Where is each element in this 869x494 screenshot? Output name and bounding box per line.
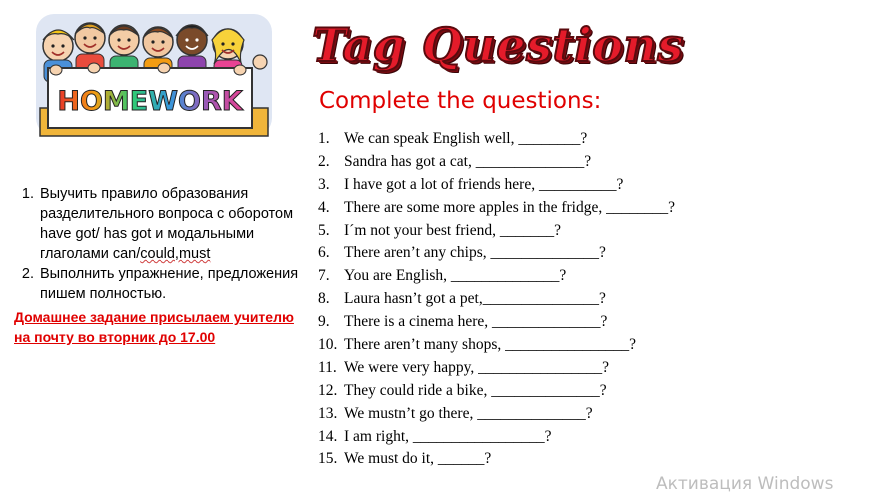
question-item bbox=[318, 426, 738, 449]
question-text: We can speak English well, ________? bbox=[344, 130, 588, 147]
question-text: There aren’t any chips, ______________? bbox=[344, 244, 606, 262]
question-text: Laura hasn’t got a pet,_______________? bbox=[344, 290, 606, 308]
question-item bbox=[318, 242, 738, 265]
question-text: They could ride a bike, ______________? bbox=[344, 381, 607, 399]
instruction-1-spellcheck-word: could,must bbox=[140, 246, 211, 262]
question-item bbox=[318, 265, 738, 288]
question-item bbox=[318, 448, 738, 471]
question-item bbox=[318, 220, 738, 243]
instruction-1-text: Выучить правило образования разделительного вопроса с оборотом have got/ has got и модальными глаголами can/ bbox=[40, 186, 294, 262]
question-item bbox=[318, 174, 738, 197]
question-item bbox=[318, 334, 738, 357]
question-number: 2. bbox=[318, 152, 330, 170]
question-number: 7. bbox=[318, 267, 330, 285]
question-text: You are English, ______________? bbox=[344, 267, 567, 285]
questions-list bbox=[318, 128, 738, 471]
homework-instructions bbox=[14, 184, 299, 347]
instruction-item-2 bbox=[38, 264, 299, 304]
question-number: 8. bbox=[318, 290, 330, 308]
question-text: Sandra has got a cat, ______________? bbox=[344, 152, 592, 170]
question-number: 12. bbox=[318, 381, 338, 399]
homework-clipart bbox=[34, 10, 274, 150]
worksheet-title: Tag Questions bbox=[312, 18, 684, 72]
question-number: 6. bbox=[318, 244, 330, 262]
question-number: 11. bbox=[318, 358, 337, 376]
homework-banner-text: HOMEWORK bbox=[57, 86, 243, 117]
question-number: 15. bbox=[318, 450, 338, 468]
question-number: 13. bbox=[318, 404, 338, 422]
instruction-item-1 bbox=[38, 184, 299, 264]
question-number: 5. bbox=[318, 221, 330, 239]
question-text: I´m not your best friend, _______? bbox=[344, 221, 561, 239]
instructions-list bbox=[14, 184, 299, 304]
question-text: I am right, _________________? bbox=[344, 427, 552, 445]
question-text: We mustn’t go there, ______________? bbox=[344, 404, 593, 422]
windows-activation-watermark: Активация Windows bbox=[656, 474, 834, 494]
question-text: There are some more apples in the fridge, ________? bbox=[344, 198, 675, 216]
question-item bbox=[318, 288, 738, 311]
question-number: 4. bbox=[318, 198, 330, 216]
question-number: 10. bbox=[318, 336, 338, 354]
question-number: 9. bbox=[318, 313, 330, 331]
instruction-2-text: Выполнить упражнение, предложения пишем полностью. bbox=[40, 266, 299, 302]
question-text: There aren’t many shops, ________________? bbox=[344, 336, 637, 354]
question-item bbox=[318, 357, 738, 380]
question-number: 14. bbox=[318, 427, 338, 445]
question-item bbox=[318, 151, 738, 174]
worksheet-subtitle: Complete the questions: bbox=[319, 88, 602, 114]
question-item bbox=[318, 128, 738, 151]
question-item bbox=[318, 311, 738, 334]
question-text: I have got a lot of friends here, __________? bbox=[344, 175, 624, 193]
question-number: 3. bbox=[318, 175, 330, 193]
question-item bbox=[318, 197, 738, 220]
question-item bbox=[318, 380, 738, 403]
question-text: We must do it, ______? bbox=[344, 450, 492, 468]
question-number: 1. bbox=[318, 130, 330, 147]
question-text: We were very happy, ________________? bbox=[344, 358, 610, 376]
homework-deadline-note: Домашнее задание присылаем учителю на почту во вторник до 17.00 bbox=[14, 309, 294, 345]
question-text: There is a cinema here, ______________? bbox=[344, 313, 608, 331]
question-item bbox=[318, 403, 738, 426]
